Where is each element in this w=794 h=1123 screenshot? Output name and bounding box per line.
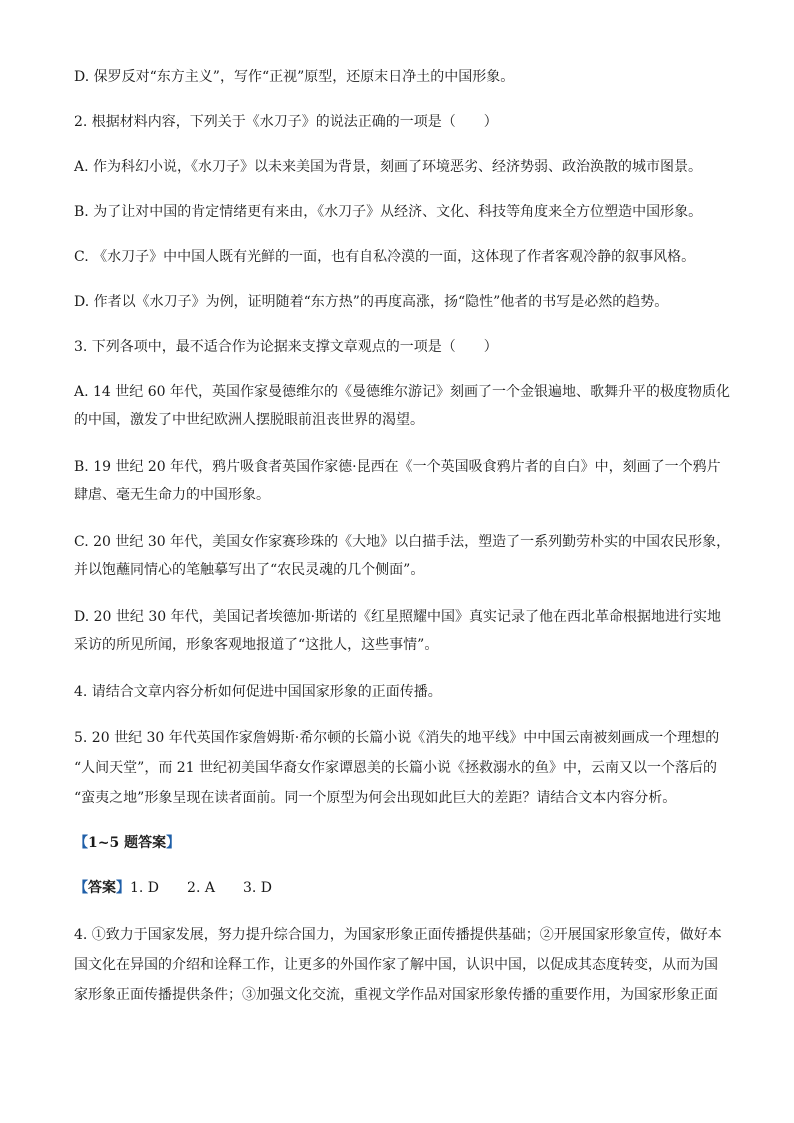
answer-4-line-2: 国文化在异国的介绍和诠释工作，让更多的外国作家了解中国，认识中国，以促成其态度转变，从而为国	[74, 957, 718, 973]
answer-heading-text: 1~5 题答案	[88, 835, 167, 851]
question-3-option-d-line-2: 采访的所见所闻，形象客观地报道了“这批人，这些事情”。	[74, 637, 439, 653]
answer-line	[74, 879, 734, 897]
question-4: 4. 请结合文章内容分析如何促进中国国家形象的正面传播。	[74, 684, 442, 700]
question-2-option-c: C. 《水刀子》中中国人既有光鲜的一面，也有自私冷漠的一面，这体现了作者客观冷静的叙事风格。	[74, 249, 696, 265]
answer-4-line-1: 4. ①致力于国家发展，努力提升综合国力，为国家形象正面传播提供基础；②开展国家形象宣传，做好本	[74, 927, 722, 943]
question-3-option-b-line-1: B. 19 世纪 20 年代，鸦片吸食者英国作家德·昆西在《一个英国吸食鸦片者的自白》中，刻画了一个鸦片	[74, 459, 721, 475]
question-5-line-3: “蛮夷之地”形象呈现在读者面前。同一个原型为何会出现如此巨大的差距？请结合文本内容分析。	[74, 790, 677, 806]
question-3-option-a-line-2: 的中国，激发了中世纪欧洲人摆脱眼前沮丧世界的渴望。	[74, 412, 424, 428]
answer-label: 答案	[88, 880, 116, 896]
question-2-option-a: A. 作为科幻小说，《水刀子》以未来美国为背景，刻画了环境恶劣、经济势弱、政治涣散的城市图景。	[74, 159, 703, 175]
answer-heading-open: 【	[74, 835, 88, 851]
answer-heading	[74, 834, 734, 852]
question-5-line-2: “人间天堂”，而 21 世纪初美国华裔女作家谭恩美的长篇小说《拯救溺水的鱼》中，云南又以一个落后的	[74, 760, 718, 776]
answer-label-close: 】	[116, 880, 130, 896]
question-5-line-1: 5. 20 世纪 30 年代英国作家詹姆斯·希尔顿的长篇小说《消失的地平线》中中国云南被刻画成一个理想的	[74, 730, 720, 746]
question-2: 2. 根据材料内容，下列关于《水刀子》的说法正确的一项是（ ）	[74, 114, 498, 130]
question-2-option-d: D. 作者以《水刀子》为例，证明随着“东方热”的再度高涨，扬“隐性”他者的书写是必然的趋势。	[74, 294, 669, 310]
answer-heading-close: 】	[166, 835, 181, 851]
question-3-option-d-line-1: D. 20 世纪 30 年代，美国记者埃德加·斯诺的《红星照耀中国》真实记录了他在西北革命根据地进行实地	[74, 609, 722, 625]
question-3: 3. 下列各项中，最不适合作为论据来支撑文章观点的一项是（ ）	[74, 339, 498, 355]
question-3-option-c-line-1: C. 20 世纪 30 年代，美国女作家赛珍珠的《大地》以白描手法，塑造了一系列勤劳朴实的中国农民形象，	[74, 534, 731, 550]
question-3-option-a-line-1: A. 14 世纪 60 年代，英国作家曼德维尔的《曼德维尔游记》刻画了一个金银遍地、歌舞升平的极度物质化	[74, 384, 730, 400]
option-d-q1: D. 保罗反对“东方主义”，写作“正视”原型，还原末日净土的中国形象。	[74, 69, 515, 85]
question-3-option-c-line-2: 并以饱蘸同情心的笔触摹写出了“农民灵魂的几个侧面”。	[74, 562, 425, 578]
answer-choices: 1. D 2. A 3. D	[130, 880, 272, 896]
question-2-option-b: B. 为了让对中国的肯定情绪更有来由，《水刀子》从经济、文化、科技等角度来全方位塑造中国形象。	[74, 204, 703, 220]
question-3-option-b-line-2: 肆虐、毫无生命力的中国形象。	[74, 487, 270, 503]
answer-label-open: 【	[74, 880, 88, 896]
answer-4-line-3: 家形象正面传播提供条件；③加强文化交流，重视文学作品对国家形象传播的重要作用，为国家形象正面	[74, 987, 718, 1003]
